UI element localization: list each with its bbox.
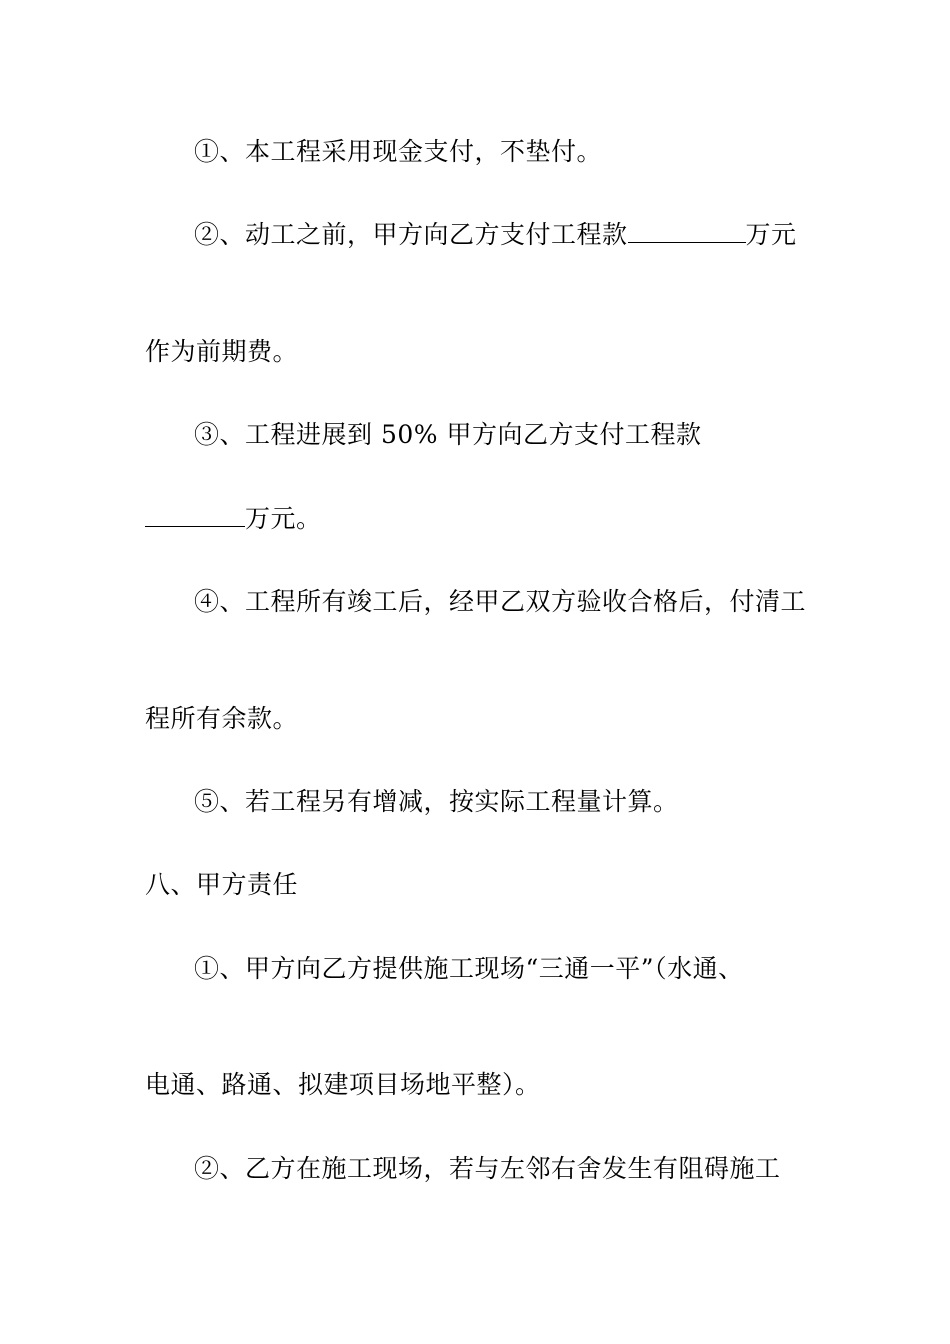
payment-clause-4-continued-text: 程所有余款。 [145, 704, 299, 733]
party-a-clause-1-text: ①、甲方向乙方提供施工现场“三通一平”（水通、 [194, 954, 744, 983]
payment-clause-3-continued [145, 503, 322, 535]
payment-clause-4-continued [145, 703, 298, 735]
payment-clause-1 [194, 136, 602, 168]
party-a-clause-1 [194, 953, 744, 985]
payment-clause-2 [194, 219, 797, 251]
blank-line [628, 220, 746, 243]
blank-line [145, 504, 245, 527]
payment-clause-5-text: ⑤、若工程另有增减，按实际工程量计算。 [194, 787, 679, 816]
payment-clause-3-unit: 万元。 [245, 504, 322, 533]
party-a-clause-2-text: ②、乙方在施工现场，若与左邻右舍发生有阻碍施工 [194, 1154, 781, 1183]
payment-clause-4-text: ④、工程所有竣工后，经甲乙双方验收合格后，付清工 [194, 587, 807, 616]
section-heading-text: 八、甲方责任 [145, 870, 299, 899]
payment-clause-2-text: ②、动工之前，甲方向乙方支付工程款 [194, 220, 628, 249]
payment-clause-3-text: ③、工程进展到 50% 甲方向乙方支付工程款 [194, 420, 702, 449]
payment-clause-5 [194, 786, 679, 818]
payment-clause-1-text: ①、本工程采用现金支付，不垫付。 [194, 137, 603, 166]
payment-clause-4 [194, 586, 806, 618]
payment-clause-2-continued [145, 336, 298, 368]
payment-clause-2-unit: 万元 [745, 220, 797, 249]
payment-clause-2-continued-text: 作为前期费。 [145, 337, 299, 366]
payment-clause-3 [194, 419, 701, 451]
party-a-clause-2 [194, 1153, 781, 1185]
party-a-clause-1-continued [145, 1069, 541, 1101]
party-a-clause-1-continued-text: 电通、路通、拟建项目场地平整）。 [145, 1070, 541, 1099]
section-heading [145, 869, 298, 901]
